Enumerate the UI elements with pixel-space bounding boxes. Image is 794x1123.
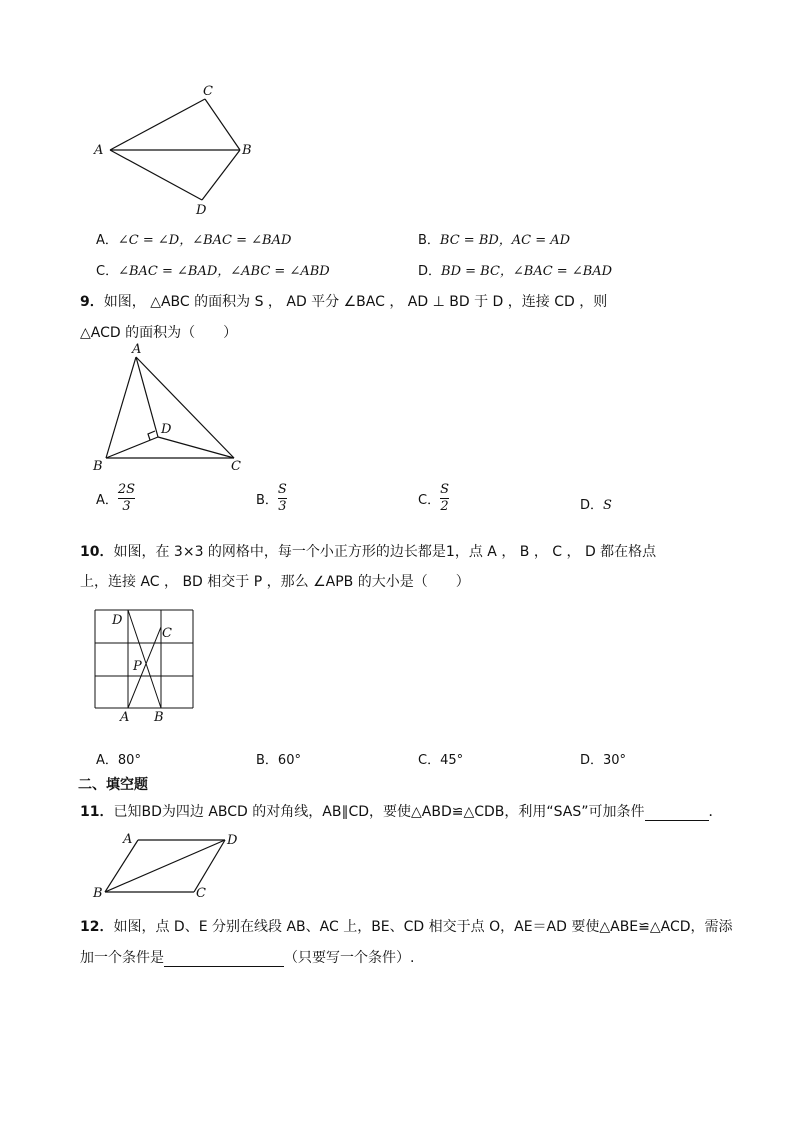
q10-option-c[interactable]: C．45° (418, 753, 464, 768)
q8-label-a: A (94, 143, 104, 158)
q10-label-d: D (112, 613, 123, 628)
q8-option-d[interactable]: D．BD = BC，∠BAC = ∠BAD (418, 264, 613, 279)
q11-label-b: B (93, 886, 103, 901)
q8-label-c: C (203, 84, 213, 99)
q9-stem-line2: △ACD 的面积为（ ） (80, 325, 238, 341)
q10-grid-figure (88, 602, 208, 727)
q9-label-a: A (132, 342, 142, 357)
q9-option-a-fraction: $\frac{2S}{3}$ (117, 482, 136, 514)
q9-label-d: D (161, 422, 172, 437)
q8-option-a[interactable]: A．∠C = ∠D，∠BAC = ∠BAD (96, 233, 292, 248)
q10-label-p: P (133, 659, 142, 674)
q9-figure (88, 340, 258, 475)
section-title-fill-in: 二、填空题 (78, 777, 148, 793)
q11-label-a: A (123, 832, 133, 847)
q11-stem: 11．已知BD为四边 ABCD 的对角线，AB∥CD，要使△ABD≌△CDB，利用“SAS”可加条件 ． (80, 804, 723, 820)
q11-label-c: C (196, 886, 206, 901)
q8-figure (90, 80, 270, 220)
q10-stem-line1: 10．如图，在 3×3 的网格中，每一个小正方形的边长都是1，点 A ， B ， C ， D 都在格点 (80, 544, 657, 560)
q11-answer-blank[interactable] (645, 804, 709, 821)
q12-stem-line1: 12．如图，点 D、E 分别在线段 AB、AC 上，BE、CD 相交于点 O，AE＝AD 要使△ABE≌△ACD，需添 (80, 919, 733, 935)
q8-option-c[interactable]: C．∠BAC = ∠BAD，∠ABC = ∠ABD (96, 264, 330, 279)
q10-label-b: B (154, 710, 164, 725)
q12-stem-line2: 加一个条件是 （只要写一个条件）. (80, 950, 415, 966)
q9-option-a[interactable]: A． $\frac{2S}{3}$ (96, 482, 136, 514)
q10-stem-line2: 上，连接 AC ， BD 相交于 P ，那么 ∠APB 的大小是（ ） (80, 574, 470, 590)
q10-option-d[interactable]: D．30° (580, 753, 627, 768)
q8-label-d: D (196, 203, 207, 218)
q9-option-b-fraction: $\frac{S}{3}$ (277, 482, 287, 514)
q8-label-b: B (242, 143, 252, 158)
q9-option-d[interactable]: D．S (580, 498, 612, 513)
q10-option-b[interactable]: B．60° (256, 753, 301, 768)
q11-label-d: D (227, 833, 238, 848)
q9-option-b[interactable]: B． $\frac{S}{3}$ (256, 482, 287, 514)
q10-label-c: C (162, 626, 172, 641)
q9-option-c-fraction: $\frac{S}{2}$ (440, 482, 449, 514)
q10-option-a[interactable]: A．80° (96, 753, 141, 768)
q9-label-b: B (93, 459, 103, 474)
q9-stem-line1: 9．如图， △ABC 的面积为 S ， AD 平分 ∠BAC ， AD ⊥ BD 于 D ，连接 CD ，则 (80, 294, 608, 310)
q11-figure (88, 826, 248, 901)
q9-option-c[interactable]: C． $\frac{S}{2}$ (418, 482, 449, 514)
q8-option-b[interactable]: B．BC = BD，AC = AD (418, 233, 571, 248)
q9-label-c: C (231, 459, 241, 474)
q10-label-a: A (120, 710, 130, 725)
q12-answer-blank[interactable] (164, 950, 284, 967)
